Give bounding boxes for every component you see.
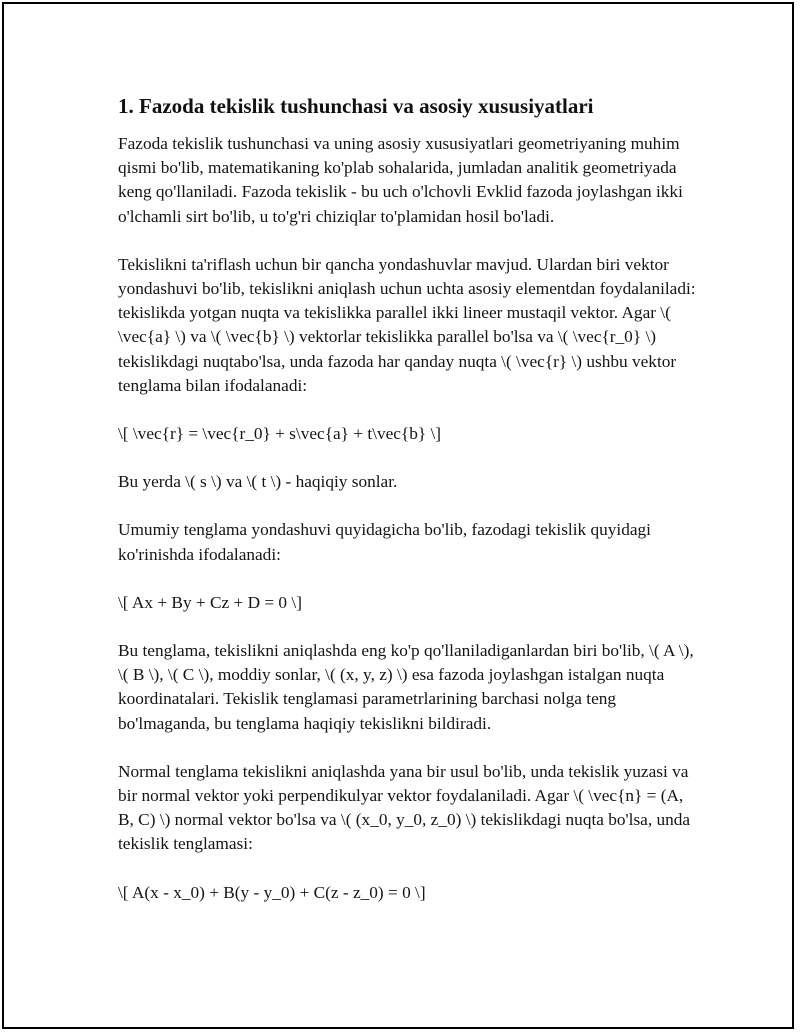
section-heading: 1. Fazoda tekislik tushunchasi va asosiy xususiyatlari (118, 94, 594, 118)
document-body (118, 92, 698, 905)
paragraph-coefficients: Bu tenglama, tekislikni aniqlashda eng ko'p qo'llaniladiganlardan biri bo'lib, \( A \), \( B \), \( C \), moddiy sonlar, \( (x, y, z) \) esa fazoda joylashgan istalgan nuqta koordinatalari. Tekislik tenglamasi parametrlarining barchasi nolga teng bo'lmaganda, bu tenglama haqiqiy tekislikni bildiradi. (118, 641, 694, 733)
equation-vector: \[ \vec{r} = \vec{r_0} + s\vec{a} + t\vec{b} \] (118, 424, 442, 444)
paragraph-general-equation: Umumiy tenglama yondashuvi quyidagicha bo'lib, fazodagi tekislik quyidagi ko'rinishda ifodalanadi: (118, 520, 651, 564)
paragraph-intro: Fazoda tekislik tushunchasi va uning asosiy xususiyatlari geometriyaning muhim qismi bo'lib, matematikaning ko'plab sohalarida, jumladan analitik geometriyada keng qo'llaniladi. Fazoda tekislik - bu uch o'lchovli Evklid fazoda joylashgan ikki o'lchamli sirt bo'lib, u to'g'ri chiziqlar to'plamidan hosil bo'ladi. (118, 134, 683, 226)
paragraph-vector-approach: Tekislikni ta'riflash uchun bir qancha yondashuvlar mavjud. Ulardan biri vektor yondashuvi bo'lib, tekislikni aniqlash uchun uchta asosiy elementdan foydalaniladi: tekislikda yotgan nuqta va tekislikka parallel ikki lineer mustaqil vektor. Agar \( \vec{a} \) va \( \vec{b} \) vektorlar tekislikka parallel bo'lsa va \( \vec{r_0} \) tekislikdagi nuqtabo'lsa, unda fazoda har qanday nuqta \( \vec{r} \) ushbu vektor tenglama bilan ifodalanadi: (118, 254, 696, 395)
equation-normal: \[ A(x - x_0) + B(y - y_0) + C(z - z_0) = 0 \] (118, 882, 426, 902)
paragraph-normal-equation: Normal tenglama tekislikni aniqlashda yana bir usul bo'lib, unda tekislik yuzasi va bir normal vektor yoki perpendikulyar vektor foydalaniladi. Agar \( \vec{n} = (A, B, C) \) normal vektor bo'lsa va \( (x_0, y_0, z_0) \) tekislikdagi nuqta bo'lsa, unda tekislik tenglamasi: (118, 761, 691, 854)
equation-general: \[ Ax + By + Cz + D = 0 \] (118, 592, 302, 612)
paragraph-real-numbers: Bu yerda \( s \) va \( t \) - haqiqiy sonlar. (118, 472, 398, 492)
